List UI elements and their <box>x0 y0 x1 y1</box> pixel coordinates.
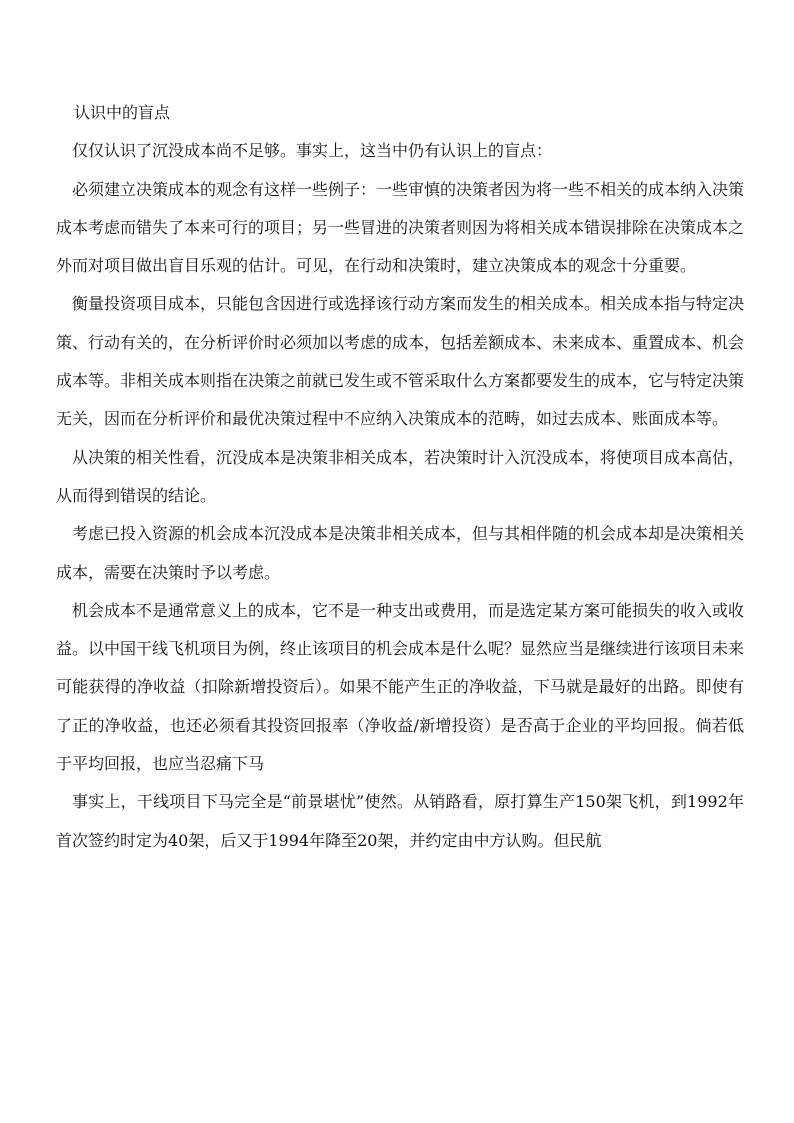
paragraph-trunkline-project: 事实上，干线项目下马完全是“前景堪忧”使然。从销路看，原打算生产150架飞机，到1992年首次签约时定为40架，后又于1994年降至20架，并约定由中方认购。但民航 <box>56 792 744 850</box>
paragraph-decision-cost: 必须建立决策成本的观念有这样一些例子：一些审慎的决策者因为将一些不相关的成本纳入决策成本考虑而错失了本来可行的项目；另一些冒进的决策者则因为将相关成本错误排除在决策成本之外而对项目做出盲目乐观的估计。可见，在行动和决策时，建立决策成本的观念十分重要。 <box>56 179 745 276</box>
document-body <box>56 94 744 860</box>
section-heading: 认识中的盲点 <box>74 103 171 122</box>
paragraph-intro: 仅仅认识了沉没成本尚不足够。事实上，这当中仍有认识上的盲点： <box>72 141 553 161</box>
paragraph-relevant-cost: 衡量投资项目成本，只能包含因进行或选择该行动方案而发生的相关成本。相关成本指与特定决策、行动有关的，在分析评价时必须加以考虑的成本，包括差额成本、未来成本、重置成本、机会成本等。非相关成本则指在决策之前就已发生或不管采取什么方案都要发生的成本，它与特定决策无关，因而在分析评价和最优决策过程中不应纳入决策成本的范畴，如过去成本、账面成本等。 <box>56 294 745 429</box>
paragraph-opportunity-cost-intro: 考虑已投入资源的机会成本沉没成本是决策非相关成本，但与其相伴随的机会成本却是决策相关成本，需要在决策时予以考虑。 <box>56 524 745 582</box>
paragraph-sunk-cost: 从决策的相关性看，沉没成本是决策非相关成本，若决策时计入沉没成本，将使项目成本高估，从而得到错误的结论。 <box>56 447 745 505</box>
paragraph-opportunity-cost: 机会成本不是通常意义上的成本，它不是一种支出或费用，而是选定某方案可能损失的收入或收益。以中国干线飞机项目为例，终止该项目的机会成本是什么呢？显然应当是继续进行该项目未来可能获得的净收益（扣除新增投资后）。如果不能产生正的净收益，下马就是最好的出路。即使有了正的净收益，也还必须看其投资回报率（净收益/新增投资）是否高于企业的平均回报。倘若低于平均回报，也应当忍痛下马 <box>56 600 745 774</box>
